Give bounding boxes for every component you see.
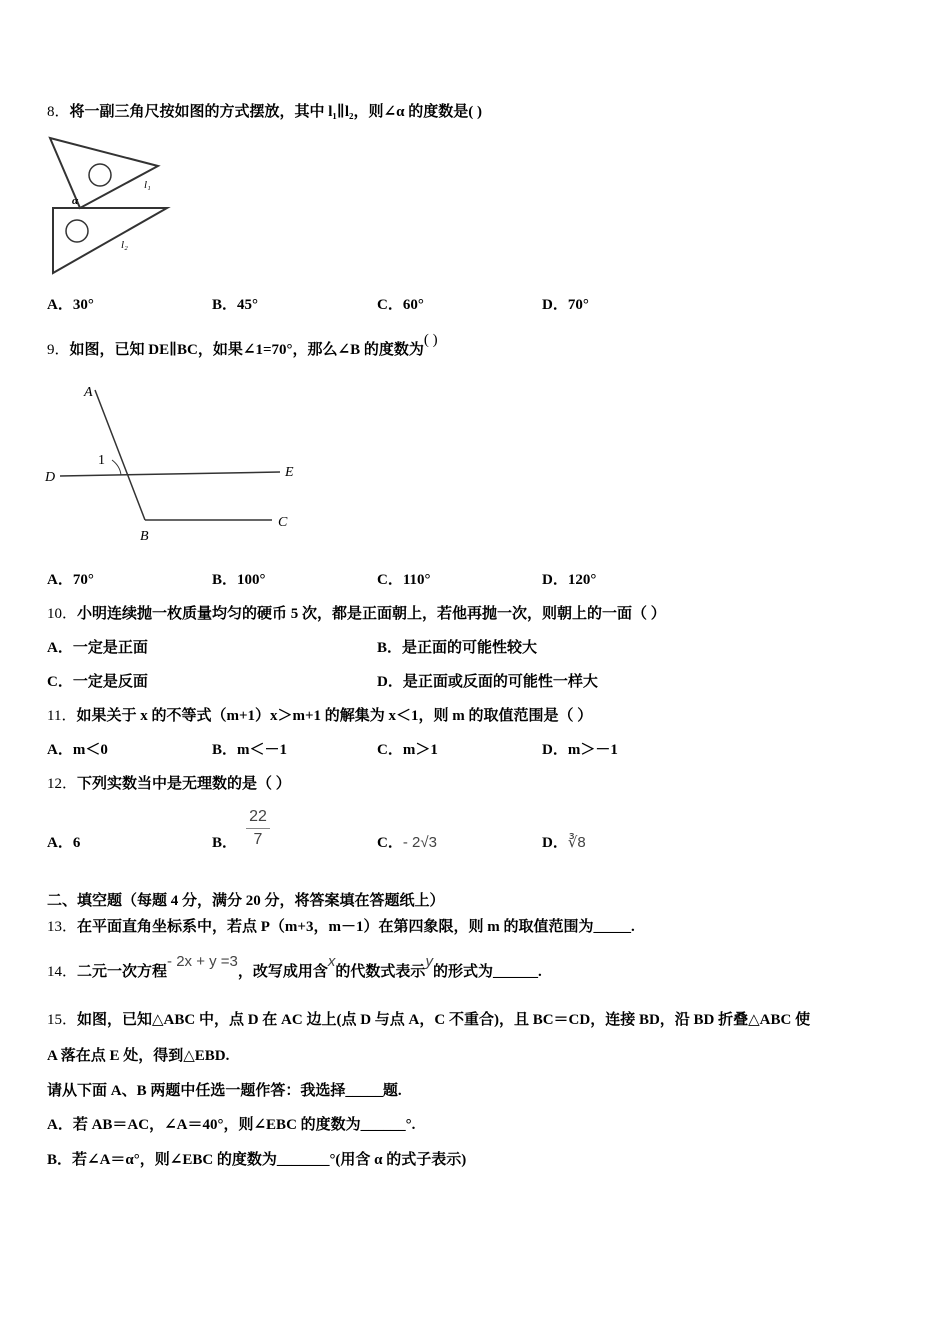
q9-option-d[interactable]: D．120° [542,572,597,588]
q15-option-b: B．若∠A＝α°，则∠EBC 的度数为_______°(用含 α 的式子表示) [47,1152,467,1168]
q11-option-c[interactable]: C．m＞1 [377,742,438,758]
q11-option-a[interactable]: A．m＜0 [47,742,108,758]
section-2-heading: 二、填空题（每题 4 分，满分 20 分，将答案填在答题纸上） [47,893,445,909]
q9-option-c[interactable]: C．110° [377,572,431,588]
q10-option-b[interactable]: B．是正面的可能性较大 [377,640,538,656]
q12-option-d[interactable]: D．∛8 [542,834,586,851]
q12-option-a[interactable]: A．6 [47,835,81,851]
q9-option-b[interactable]: B．100° [212,572,266,588]
question-10: 10．小明连续抛一枚质量均匀的硬币 5 次，都是正面朝上，若他再抛一次，则朝上的一面（ ） [47,606,666,622]
q9-option-a[interactable]: A．70° [47,572,94,588]
question-13: 13．在平面直角坐标系中，若点 P（m+3，m－1）在第四象限，则 m 的取值范围为_____. [47,919,635,935]
q8-option-b[interactable]: B．45° [212,297,259,313]
question-9: 9．如图，已知 DE∥BC，如果∠1=70°，那么∠B 的度数为( ) [47,332,438,358]
question-8: 8．将一副三角尺按如图的方式摆放，其中 l₁∥l₂，则∠α 的度数是( ) [47,104,482,120]
fraction-22-7: 22 7 [246,808,270,849]
label-c: C [278,515,288,530]
q12-option-b[interactable]: B． [212,835,238,851]
q11-option-b[interactable]: B．m＜－1 [212,742,288,758]
q8-option-c[interactable]: C．60° [377,297,424,313]
q15-line-3: 请从下面 A、B 两题中任选一题作答：我选择_____题. [47,1083,402,1099]
label-angle-1: 1 [98,453,105,468]
q10-option-c[interactable]: C．一定是反面 [47,674,148,690]
q10-option-d[interactable]: D．是正面或反面的可能性一样大 [377,674,598,690]
q11-option-d[interactable]: D．m＞－1 [542,742,618,758]
label-e: E [285,465,294,480]
q15-line-2: A 落在点 E 处，得到△EBD. [47,1048,230,1064]
question-11: 11．如果关于 x 的不等式（m+1）x＞m+1 的解集为 x＜1，则 m 的取值范围是（ ） [47,708,593,724]
triangle-rulers-figure [45,133,175,278]
q8-option-d[interactable]: D．70° [542,297,589,313]
label-d: D [45,470,56,485]
q12-option-c[interactable]: C．- 2√3 [377,834,437,851]
q8-option-a[interactable]: A．30° [47,297,94,313]
question-15: 15．如图，已知△ABC 中，点 D 在 AC 边上(点 D 与点 A，C 不重合)，且 BC＝CD，连接 BD，沿 BD 折叠△ABC 使 [47,1012,811,1028]
parallel-lines-figure [40,380,310,550]
question-12: 12．下列实数当中是无理数的是（ ） [47,776,291,792]
label-b: B [140,529,149,544]
label-a: A [84,385,93,400]
l1-label: l₁ [144,179,151,191]
question-14: 14．二元一次方程- 2x + y =3，改写成用含x的代数式表示y的形式为______. [47,953,542,980]
alpha-label: α [72,195,79,207]
q10-option-a[interactable]: A．一定是正面 [47,640,148,656]
q15-option-a: A．若 AB＝AC，∠A＝40°，则∠EBC 的度数为______°. [47,1117,416,1133]
l2-label: l₂ [121,239,128,251]
